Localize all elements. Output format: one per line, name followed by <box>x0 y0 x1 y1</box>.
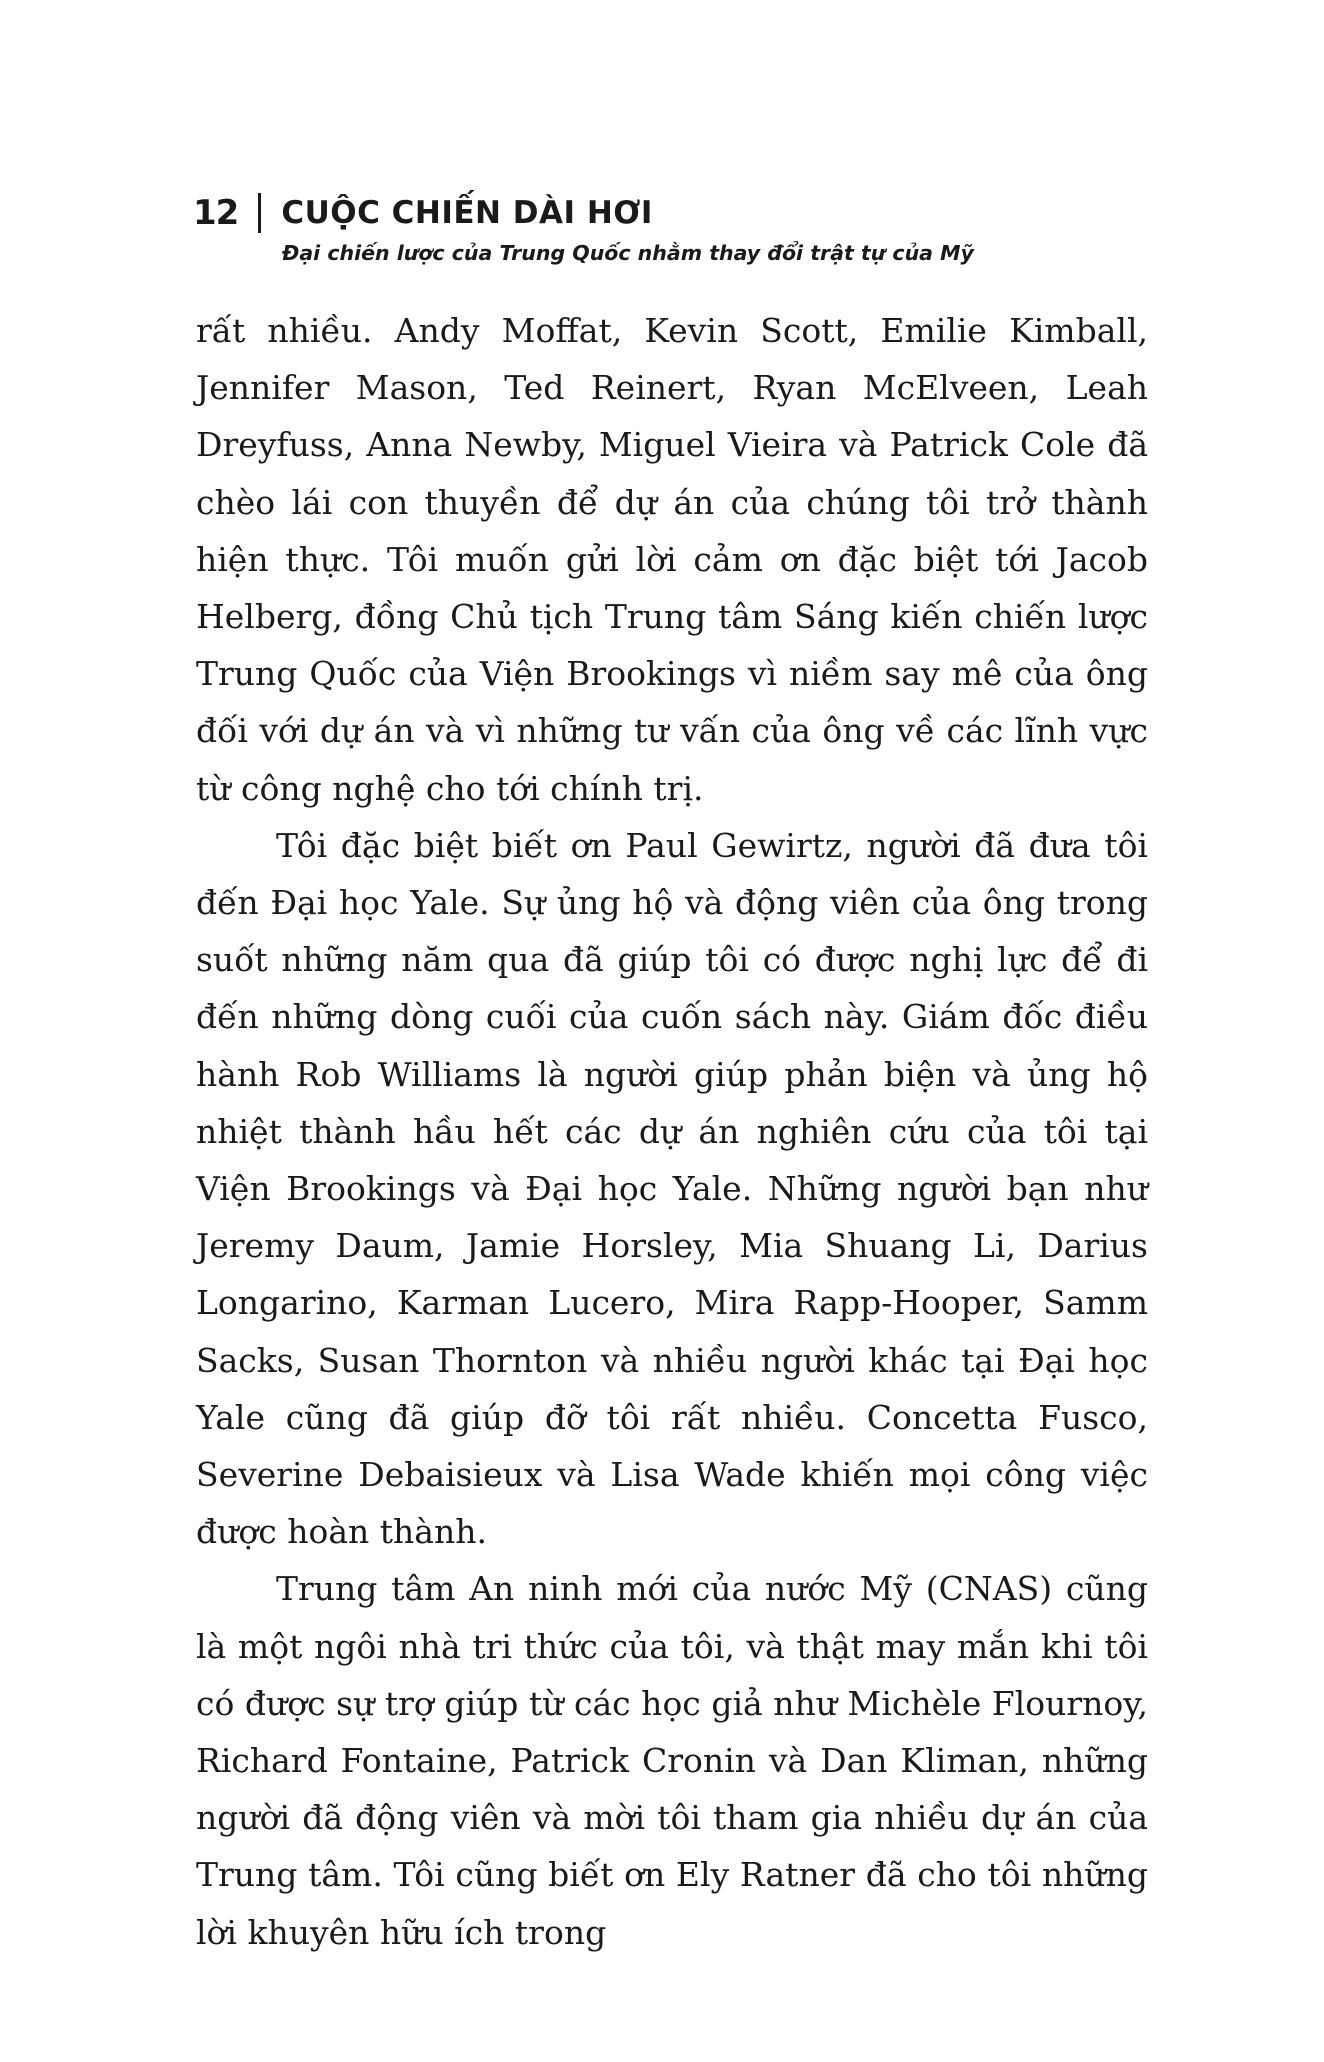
header-row <box>193 188 1153 238</box>
book-title: CUỘC CHIẾN DÀI HƠI <box>281 195 653 231</box>
body-text <box>196 302 1148 1961</box>
paragraph: Trung tâm An ninh mới của nước Mỹ (CNAS) cũng là một ngôi nhà tri thức của tôi, và thật may mắn khi tôi có được sự trợ giúp từ các học giả như Michèle Flournoy, Richard Fontaine, Patrick Cronin và Dan Kliman, những người đã động viên và mời tôi tham gia nhiều dự án của Trung tâm. Tôi cũng biết ơn Ely Ratner đã cho tôi những lời khuyên hữu ích trong <box>196 1569 1148 1952</box>
book-subtitle: Đại chiến lược của Trung Quốc nhằm thay đổi trật tự của Mỹ <box>282 241 974 265</box>
paragraph-continued: rất nhiều. Andy Moffat, Kevin Scott, Emilie Kimball, Jennifer Mason, Ted Reinert, Ryan McElveen, Leah Dreyfuss, Anna Newby, Miguel Vieira và Patrick Cole đã chèo lái con thuyền để dự án của chúng tôi trở thành hiện thực. Tôi muốn gửi lời cảm ơn đặc biệt tới Jacob Helberg, đồng Chủ tịch Trung tâm Sáng kiến chiến lược Trung Quốc của Viện Brookings vì niềm say mê của ông đối với dự án và vì những tư vấn của ông về các lĩnh vực từ công nghệ cho tới chính trị. <box>196 311 1148 808</box>
header-divider <box>258 193 261 233</box>
running-header <box>193 188 1153 265</box>
paragraph: Tôi đặc biệt biết ơn Paul Gewirtz, người đã đưa tôi đến Đại học Yale. Sự ủng hộ và động viên của ông trong suốt những năm qua đã giúp tôi có được nghị lực để đi đến những dòng cuối của cuốn sách này. Giám đốc điều hành Rob Williams là người giúp phản biện và ủng hộ nhiệt thành hầu hết các dự án nghiên cứu của tôi tại Viện Brookings và Đại học Yale. Những người bạn như Jeremy Daum, Jamie Horsley, Mia Shuang Li, Darius Longarino, Karman Lucero, Mira Rapp-Hooper, Samm Sacks, Susan Thornton và nhiều người khác tại Đại học Yale cũng đã giúp đỡ tôi rất nhiều. Concetta Fusco, Severine Debaisieux và Lisa Wade khiến mọi công việc được hoàn thành. <box>196 825 1148 1552</box>
page-number: 12 <box>193 193 239 233</box>
